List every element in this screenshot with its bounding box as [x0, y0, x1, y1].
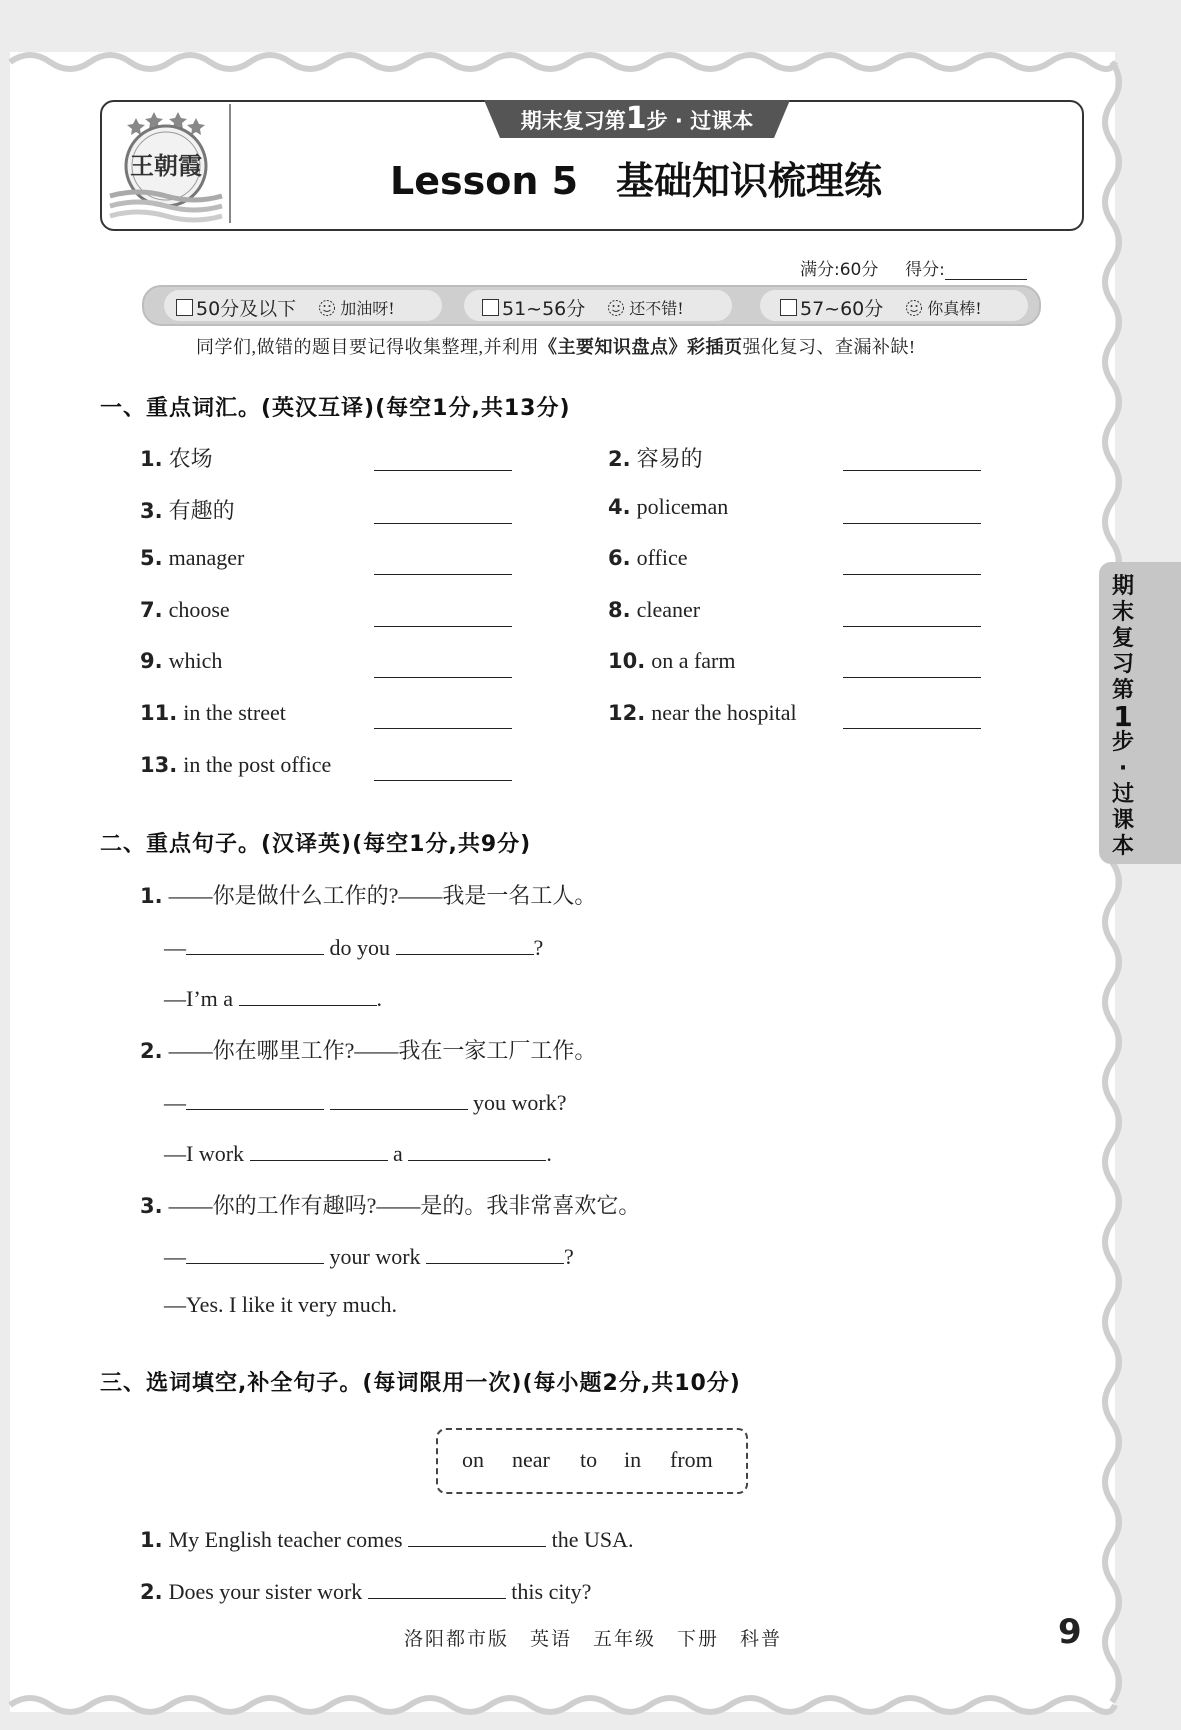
answer-blank[interactable] [408, 1138, 546, 1161]
logo-divider [229, 104, 231, 223]
answer-blank[interactable] [374, 626, 512, 627]
vocab-item-8: 8. cleaner [608, 597, 701, 622]
vocab-item-1: 1. 农场 [140, 446, 213, 471]
section-1-title: 一、重点词汇。(英汉互译)(每空1分,共13分) [100, 396, 571, 421]
word-bank-box [436, 1428, 748, 1494]
answer-blank[interactable] [374, 677, 512, 678]
got-score-label: 得分: [905, 260, 945, 280]
answer-blank[interactable] [374, 470, 512, 471]
level-3-range: 57~60分 [800, 298, 884, 320]
study-tip: 同学们,做错的题目要记得收集整理,并利用《主要知识盘点》彩插页强化复习、查漏补缺! [196, 337, 916, 358]
full-score-label: 满分:60分 [800, 260, 879, 280]
answer-blank[interactable] [330, 1087, 468, 1110]
word-bank-word: on [462, 1447, 484, 1472]
answer-blank[interactable] [239, 983, 377, 1006]
score-blank[interactable] [945, 261, 1027, 280]
answer-blank[interactable] [408, 1524, 546, 1547]
answer-blank[interactable] [250, 1138, 388, 1161]
sentence-q1-answer-2: —I’m a . [164, 983, 382, 1012]
answer-blank[interactable] [374, 574, 512, 575]
word-bank-word: in [624, 1447, 642, 1472]
score-line [800, 255, 1027, 280]
side-tab-text: 期 末 复 习 第 1 步 · 过 课 本 [1111, 574, 1134, 859]
level-3-comment: 你真棒! [927, 299, 982, 318]
header-ribbon-text: 期末复习第1步 · 过课本 [520, 101, 754, 136]
sentence-q1-answer-1: — do you ? [164, 932, 543, 961]
vocab-item-11: 11. in the street [140, 700, 286, 725]
vocab-item-6: 6. office [608, 545, 688, 570]
smiley-icon [607, 299, 625, 317]
level-1-range: 50分及以下 [196, 298, 297, 320]
level-1-checkbox[interactable] [176, 299, 193, 316]
sentence-q3-chinese: 3. ——你的工作有趣吗?——是的。我非常喜欢它。 [140, 1193, 641, 1218]
level-2 [482, 294, 684, 321]
fill-item-2: 2. Does your sister work this city? [140, 1576, 591, 1605]
sentence-q1-chinese: 1. ——你是做什么工作的?——我是一名工人。 [140, 883, 597, 908]
vocab-item-10: 10. on a farm [608, 648, 736, 673]
vocab-item-4: 4. policeman [608, 494, 729, 519]
word-bank-word: near [512, 1447, 550, 1472]
publisher-logo [106, 104, 226, 224]
vocab-item-2: 2. 容易的 [608, 446, 703, 471]
answer-blank[interactable] [186, 932, 324, 955]
answer-blank[interactable] [843, 574, 981, 575]
level-3-checkbox[interactable] [780, 299, 797, 316]
sentence-q2-answer-2: —I work a . [164, 1138, 552, 1167]
answer-blank[interactable] [843, 470, 981, 471]
level-3 [780, 294, 982, 321]
answer-blank[interactable] [843, 626, 981, 627]
answer-blank[interactable] [426, 1241, 564, 1264]
smiley-icon [905, 299, 923, 317]
vocab-item-5: 5. manager [140, 545, 245, 570]
svg-text:王朝霞: 王朝霞 [130, 151, 202, 180]
vocab-item-9: 9. which [140, 648, 223, 673]
lesson-title: Lesson 5 基础知识梳理练 [390, 159, 883, 203]
answer-blank[interactable] [843, 728, 981, 729]
answer-blank[interactable] [368, 1576, 506, 1599]
vocab-item-12: 12. near the hospital [608, 700, 797, 725]
level-1-comment: 加油呀! [340, 299, 395, 318]
answer-blank[interactable] [843, 677, 981, 678]
sentence-q2-answer-1: — you work? [164, 1087, 566, 1116]
level-1 [176, 294, 395, 321]
answer-blank[interactable] [843, 523, 981, 524]
word-bank-word: from [670, 1447, 713, 1472]
vocab-item-13: 13. in the post office [140, 752, 332, 777]
answer-blank[interactable] [396, 932, 534, 955]
answer-blank[interactable] [374, 523, 512, 524]
level-2-comment: 还不错! [629, 299, 684, 318]
sentence-q2-chinese: 2. ——你在哪里工作?——我在一家工厂工作。 [140, 1038, 597, 1063]
page-number: 9 [1058, 1612, 1082, 1652]
answer-blank[interactable] [374, 728, 512, 729]
sentence-q3-answer-2: —Yes. I like it very much. [164, 1292, 398, 1317]
vocab-item-7: 7. choose [140, 597, 230, 622]
section-2-title: 二、重点句子。(汉译英)(每空1分,共9分) [100, 832, 532, 857]
answer-blank[interactable] [186, 1087, 324, 1110]
sentence-q3-answer-1: — your work ? [164, 1241, 574, 1270]
level-2-range: 51~56分 [502, 298, 586, 320]
word-bank-word: to [580, 1447, 598, 1472]
fill-item-1: 1. My English teacher comes the USA. [140, 1524, 633, 1553]
footer-edition: 洛阳都市版 英语 五年级 下册 科普 [404, 1629, 783, 1650]
vocab-item-3: 3. 有趣的 [140, 498, 235, 523]
answer-blank[interactable] [374, 780, 512, 781]
level-2-checkbox[interactable] [482, 299, 499, 316]
answer-blank[interactable] [186, 1241, 324, 1264]
smiley-icon [318, 299, 336, 317]
section-3-title: 三、选词填空,补全句子。(每词限用一次)(每小题2分,共10分) [100, 1371, 741, 1396]
